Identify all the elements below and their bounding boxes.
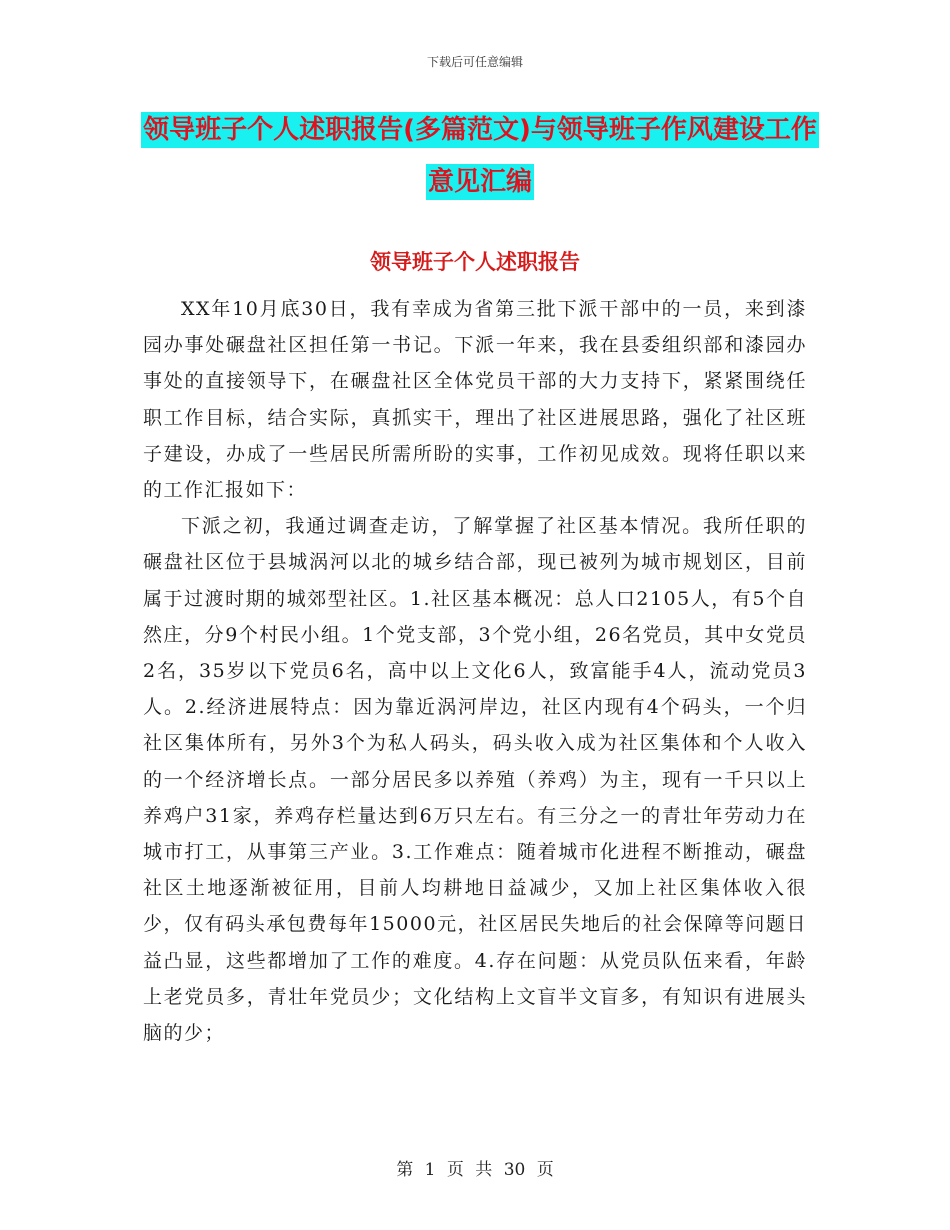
document-title-text: 领导班子个人述职报告(多篇范文)与领导班子作风建设工作意见汇编 bbox=[141, 112, 819, 200]
page-number: 第 1 页 共 30 页 bbox=[396, 1160, 554, 1180]
document-body bbox=[143, 291, 807, 1051]
body-paragraph: XX年10月底30日，我有幸成为省第三批下派干部中的一员，来到漆园办事处碾盘社区担任第一书记。下派一年来，我在县委组织部和漆园办事处的直接领导下，在碾盘社区全体党员干部的大力支持下，紧紧围绕任职工作目标，结合实际，真抓实干，理出了社区进展思路，强化了社区班子建设，办成了一些居民所需所盼的实事，工作初见成效。现将任职以来的工作汇报如下： bbox=[143, 298, 807, 502]
body-paragraph: 下派之初，我通过调查走访，了解掌握了社区基本情况。我所任职的碾盘社区位于县城涡河以北的城乡结合部，现已被列为城市规划区，目前属于过渡时期的城郊型社区。1.社区基本概况：总人口2105人，有5个自然庄，分9个村民小组。1个党支部，3个党小组，26名党员，其中女党员2名，35岁以下党员6名，高中以上文化6人，致富能手4人，流动党员3人。2.经济进展特点：因为靠近涡河岸边，社区内现有4个码头，一个归社区集体所有，另外3个为私人码头，码头收入成为社区集体和个人收入的一个经济增长点。一部分居民多以养殖（养鸡）为主，现有一千只以上养鸡户31家，养鸡存栏量达到6万只左右。有三分之一的青壮年劳动力在城市打工，从事第三产业。3.工作难点：随着城市化进程不断推动，碾盘社区土地逐渐被征用，目前人均耕地日益减少，又加上社区集体收入很少，仅有码头承包费每年15000元，社区居民失地后的社会保障等问题日益凸显，这些都增加了工作的难度。4.存在问题：从党员队伍来看，年龄上老党员多，青壮年党员少；文化结构上文盲半文盲多，有知识有进展头脑的少； bbox=[143, 515, 807, 1045]
document-title bbox=[140, 104, 820, 208]
section-title: 领导班子个人述职报告 bbox=[370, 250, 580, 274]
header-note: 下载后可任意编辑 bbox=[426, 55, 523, 69]
